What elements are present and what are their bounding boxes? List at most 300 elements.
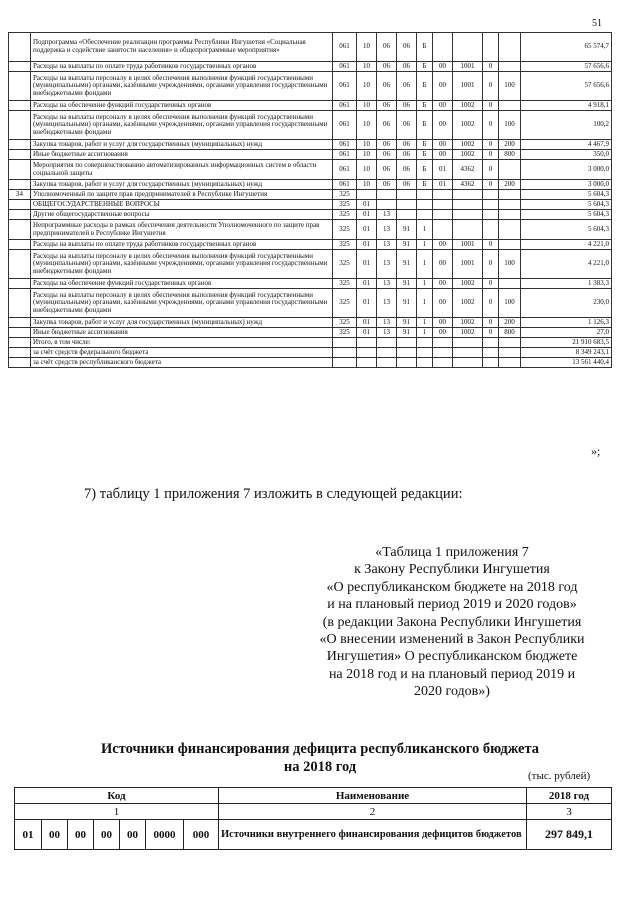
code-cell: 06	[377, 140, 397, 150]
code-cell: 01	[433, 180, 453, 190]
table-row	[9, 240, 612, 250]
code-cell: Б	[417, 180, 433, 190]
code-cell: 91	[397, 220, 417, 240]
code-cell: 0	[483, 160, 499, 180]
column-number: 2	[219, 804, 527, 820]
code-cell	[333, 338, 357, 348]
code-cell	[357, 358, 377, 368]
code-cell: 91	[397, 289, 417, 318]
code-cell: 06	[377, 62, 397, 72]
row-name: Иные бюджетные ассигнования	[31, 150, 333, 160]
code-cell	[357, 348, 377, 358]
code-cell: 061	[333, 160, 357, 180]
row-number	[9, 72, 31, 101]
table-row	[9, 62, 612, 72]
table-row	[9, 150, 612, 160]
table-row	[9, 111, 612, 140]
row-amount: 27,0	[521, 328, 612, 338]
caption-line: «О внесении изменений в Закон Республики	[319, 632, 585, 648]
code-cell: Б	[417, 140, 433, 150]
code-cell: 325	[333, 200, 357, 210]
code-cell: Б	[417, 160, 433, 180]
row-amount: 57 656,6	[521, 62, 612, 72]
code-cell	[499, 358, 521, 368]
header-year: 2018 год	[527, 788, 612, 804]
code-cell	[357, 338, 377, 348]
code-cell: 01	[357, 220, 377, 240]
table-row	[9, 328, 612, 338]
code-cell: 000	[184, 820, 219, 850]
code-cell: 00	[433, 150, 453, 160]
row-number	[9, 140, 31, 150]
row-number	[9, 220, 31, 240]
code-cell: Б	[417, 33, 433, 62]
code-cell: 06	[397, 33, 417, 62]
code-cell: 00	[42, 820, 68, 850]
code-cell: 1001	[453, 72, 483, 101]
code-cell	[377, 348, 397, 358]
code-cell: 06	[377, 150, 397, 160]
code-cell: 00	[433, 62, 453, 72]
row-name: Расходы на выплаты по оплате труда работников государственных органов	[31, 240, 333, 250]
row-amount: 5 604,3	[521, 220, 612, 240]
row-amount: 21 910 683,5	[521, 338, 612, 348]
code-cell	[397, 200, 417, 210]
row-amount: 5 604,3	[521, 210, 612, 220]
amendment-paragraph: 7) таблицу 1 приложения 7 изложить в следующей редакции:	[84, 486, 463, 502]
code-cell	[377, 358, 397, 368]
code-cell: 13	[377, 250, 397, 279]
row-number	[9, 250, 31, 279]
table-row	[9, 72, 612, 101]
row-name: Другие общегосударственные вопросы	[31, 210, 333, 220]
row-name: Подпрограмма «Обеспечение реализации программы Республики Ингушетия «Социальная поддержка и содействие занятости населения» и общепрограммные мероприятия»	[31, 33, 333, 62]
row-number	[9, 180, 31, 190]
code-cell: 00	[68, 820, 94, 850]
code-cell	[417, 338, 433, 348]
row-amount: 3 000,0	[521, 160, 612, 180]
table-row	[9, 279, 612, 289]
code-cell	[453, 348, 483, 358]
row-number	[9, 289, 31, 318]
table-row	[9, 200, 612, 210]
row-amount: 4 221,0	[521, 240, 612, 250]
code-cell: 0	[483, 150, 499, 160]
code-cell: 325	[333, 240, 357, 250]
code-cell: 1	[417, 318, 433, 328]
code-cell	[433, 210, 453, 220]
code-cell	[453, 33, 483, 62]
code-cell: 325	[333, 289, 357, 318]
code-cell: 200	[499, 180, 521, 190]
code-cell: 91	[397, 250, 417, 279]
code-cell	[433, 190, 453, 200]
caption-line: Ингушетия» О республиканском бюджете	[326, 649, 578, 665]
code-cell	[433, 348, 453, 358]
code-cell: 1002	[453, 101, 483, 111]
code-cell: 0	[483, 180, 499, 190]
code-cell: 06	[397, 150, 417, 160]
code-cell: 325	[333, 210, 357, 220]
code-cell: 061	[333, 111, 357, 140]
row-number	[9, 200, 31, 210]
code-cell	[483, 338, 499, 348]
row-name: Уполномоченный по защите прав предпринимателей в Республике Ингушетия	[31, 190, 333, 200]
code-cell: 325	[333, 318, 357, 328]
code-cell: 06	[397, 140, 417, 150]
code-cell: 325	[333, 220, 357, 240]
caption-line: и на плановый период 2019 и 2020 годов»	[327, 597, 577, 613]
header-name: Наименование	[219, 788, 527, 804]
units-label: (тыс. рублей)	[528, 770, 591, 782]
row-name: Расходы на обеспечение функций государственных органов	[31, 101, 333, 111]
code-cell	[499, 220, 521, 240]
row-amount: 230,0	[521, 289, 612, 318]
row-name: Закупка товаров, работ и услуг для государственных (муниципальных) нужд	[31, 140, 333, 150]
code-cell: Б	[417, 62, 433, 72]
code-cell	[397, 210, 417, 220]
code-cell: 200	[499, 140, 521, 150]
code-cell: 13	[377, 318, 397, 328]
code-cell	[499, 62, 521, 72]
code-cell: 01	[433, 160, 453, 180]
code-cell: 4362	[453, 180, 483, 190]
code-cell: 100	[499, 111, 521, 140]
row-number	[9, 318, 31, 328]
code-cell: Б	[417, 111, 433, 140]
code-cell: 1002	[453, 279, 483, 289]
code-cell: 0	[483, 328, 499, 338]
code-cell	[397, 348, 417, 358]
code-cell	[433, 33, 453, 62]
row-number	[9, 111, 31, 140]
title-line: на 2018 год	[283, 759, 357, 775]
code-cell	[433, 338, 453, 348]
code-cell: 13	[377, 210, 397, 220]
code-cell	[453, 358, 483, 368]
code-cell: 1002	[453, 289, 483, 318]
code-cell: 13	[377, 240, 397, 250]
code-cell	[499, 101, 521, 111]
code-cell	[499, 33, 521, 62]
code-cell	[483, 210, 499, 220]
code-cell	[483, 33, 499, 62]
code-cell: 1	[417, 289, 433, 318]
code-cell: 325	[333, 328, 357, 338]
table-row	[9, 33, 612, 62]
table-row	[9, 180, 612, 190]
code-cell: 061	[333, 62, 357, 72]
column-number: 1	[15, 804, 219, 820]
code-cell	[453, 338, 483, 348]
code-cell: 01	[357, 250, 377, 279]
table-row	[15, 820, 612, 850]
caption-line: «О республиканском бюджете на 2018 год	[326, 579, 578, 595]
code-cell	[453, 200, 483, 210]
row-name: за счёт средств федерального бюджета	[31, 348, 333, 358]
code-cell: 1002	[453, 328, 483, 338]
table-row	[9, 250, 612, 279]
code-cell: 1002	[453, 150, 483, 160]
caption-line: (в редакции Закона Республики Ингушетия	[322, 614, 582, 630]
row-amount: 13 561 440,4	[521, 358, 612, 368]
code-cell	[417, 210, 433, 220]
row-amount: 1 126,3	[521, 318, 612, 328]
code-cell: 0	[483, 240, 499, 250]
code-cell: 06	[377, 72, 397, 101]
code-cell: 01	[357, 200, 377, 210]
code-cell: 0	[483, 101, 499, 111]
code-cell	[417, 348, 433, 358]
code-cell	[499, 279, 521, 289]
row-name: Расходы на выплаты персоналу в целях обеспечения выполнения функций государственными (муниципальными) органами, казёнными учреждениями, органами управления государственными внебюджетными фондами	[31, 111, 333, 140]
code-cell	[397, 190, 417, 200]
source-amount: 297 849,1	[527, 820, 612, 850]
code-cell: 1	[417, 220, 433, 240]
row-number	[9, 328, 31, 338]
code-cell: Б	[417, 101, 433, 111]
code-cell: 200	[499, 318, 521, 328]
code-cell: 0	[483, 140, 499, 150]
row-name: Мероприятия по совершенствованию автоматизированных информационных систем в области социальной защиты	[31, 160, 333, 180]
row-amount: 100,2	[521, 111, 612, 140]
code-cell: 13	[377, 289, 397, 318]
column-number: 3	[527, 804, 612, 820]
row-amount: 1 383,3	[521, 279, 612, 289]
code-cell: 061	[333, 101, 357, 111]
caption-line: на 2018 год и на плановый период 2019 и	[328, 666, 576, 682]
header-code: Код	[15, 788, 219, 804]
code-cell: 061	[333, 150, 357, 160]
code-cell: 061	[333, 140, 357, 150]
code-cell: 00	[433, 72, 453, 101]
code-cell: 325	[333, 279, 357, 289]
code-cell: 10	[357, 180, 377, 190]
code-cell: 01	[357, 279, 377, 289]
row-name: Расходы на обеспечение функций государственных органов	[31, 279, 333, 289]
code-cell: 061	[333, 33, 357, 62]
code-cell	[357, 190, 377, 200]
code-cell	[333, 348, 357, 358]
row-name: Расходы на выплаты персоналу в целях обеспечения выполнения функций государственными (муниципальными) органами, казёнными учреждениями, органами управления государственными внебюджетными фондами	[31, 289, 333, 318]
source-name: Источники внутреннего финансирования дефицитов бюджетов	[219, 820, 527, 850]
caption-line: «Таблица 1 приложения 7	[375, 545, 529, 560]
code-cell: 0000	[146, 820, 184, 850]
code-cell: 00	[433, 140, 453, 150]
code-cell: 1002	[453, 140, 483, 150]
code-cell: 0	[483, 279, 499, 289]
code-cell: 91	[397, 328, 417, 338]
row-amount: 5 604,3	[521, 200, 612, 210]
code-cell: 06	[377, 111, 397, 140]
code-cell: 100	[499, 289, 521, 318]
code-cell	[483, 348, 499, 358]
code-cell: 1	[417, 279, 433, 289]
code-cell	[499, 338, 521, 348]
code-cell: 06	[397, 101, 417, 111]
code-cell	[433, 220, 453, 240]
code-cell: 01	[357, 328, 377, 338]
code-cell	[483, 358, 499, 368]
code-cell	[483, 190, 499, 200]
code-cell: 00	[120, 820, 146, 850]
table-row	[9, 160, 612, 180]
code-cell: 06	[397, 160, 417, 180]
row-number: 34	[9, 190, 31, 200]
code-cell: 10	[357, 111, 377, 140]
row-amount: 4 221,0	[521, 250, 612, 279]
row-name: Закупка товаров, работ и услуг для государственных (муниципальных) нужд	[31, 180, 333, 190]
code-cell: 91	[397, 279, 417, 289]
code-cell: 1	[417, 328, 433, 338]
caption-line: к Закону Республики Ингушетия	[354, 562, 550, 578]
code-cell: 01	[357, 289, 377, 318]
code-cell: 0	[483, 72, 499, 101]
code-cell	[453, 210, 483, 220]
row-amount: 8 349 243,1	[521, 348, 612, 358]
code-cell: 06	[377, 101, 397, 111]
code-cell: 91	[397, 318, 417, 328]
code-cell: 13	[377, 279, 397, 289]
code-cell: 00	[433, 318, 453, 328]
code-cell	[499, 160, 521, 180]
row-number	[9, 240, 31, 250]
code-cell: 10	[357, 140, 377, 150]
table-row	[9, 220, 612, 240]
row-amount: 4 918,1	[521, 101, 612, 111]
table-row	[9, 289, 612, 318]
row-number	[9, 348, 31, 358]
code-cell	[433, 200, 453, 210]
code-cell	[397, 358, 417, 368]
row-amount: 4 467,9	[521, 140, 612, 150]
code-cell: 0	[483, 111, 499, 140]
code-cell	[417, 200, 433, 210]
code-cell: 4362	[453, 160, 483, 180]
code-cell: Б	[417, 150, 433, 160]
code-cell	[499, 348, 521, 358]
code-cell	[499, 210, 521, 220]
row-number	[9, 160, 31, 180]
code-cell	[453, 220, 483, 240]
code-cell: 0	[483, 250, 499, 279]
row-name: за счёт средств республиканского бюджета	[31, 358, 333, 368]
page-number: 51	[592, 18, 602, 29]
code-cell: 800	[499, 328, 521, 338]
row-name: Расходы на выплаты персоналу в целях обеспечения выполнения функций государственными (муниципальными) органами, казёнными учреждениями, органами управления государственными внебюджетными фондами	[31, 250, 333, 279]
code-cell	[453, 190, 483, 200]
row-name: Непрограммные расходы в рамках обеспечения деятельности Уполномоченного по защите прав предпринимателей в Республике Ингушетия	[31, 220, 333, 240]
code-cell: 00	[433, 111, 453, 140]
code-cell: 1001	[453, 240, 483, 250]
row-amount: 65 574,7	[521, 33, 612, 62]
row-number	[9, 210, 31, 220]
code-cell: 10	[357, 160, 377, 180]
code-cell: 0	[483, 289, 499, 318]
code-cell: 01	[15, 820, 42, 850]
code-cell	[499, 240, 521, 250]
code-cell: 1002	[453, 318, 483, 328]
row-number	[9, 150, 31, 160]
code-cell: 01	[357, 318, 377, 328]
row-number	[9, 338, 31, 348]
caption-line: 2020 годов»)	[414, 684, 490, 700]
code-cell: 10	[357, 101, 377, 111]
row-amount: 3 000,0	[521, 180, 612, 190]
row-amount: 5 604,3	[521, 190, 612, 200]
code-cell: 13	[377, 328, 397, 338]
code-cell: 06	[397, 111, 417, 140]
code-cell: 10	[357, 150, 377, 160]
row-amount: 350,0	[521, 150, 612, 160]
sources-table	[14, 787, 612, 850]
code-cell	[417, 358, 433, 368]
code-cell: 800	[499, 150, 521, 160]
code-cell: 00	[433, 101, 453, 111]
code-cell: 06	[397, 180, 417, 190]
table-row	[9, 348, 612, 358]
code-cell: 00	[433, 289, 453, 318]
row-amount: 57 656,6	[521, 72, 612, 101]
code-cell: 00	[94, 820, 120, 850]
row-name: Итого, в том числе:	[31, 338, 333, 348]
code-cell	[377, 200, 397, 210]
table-row	[9, 140, 612, 150]
table-caption	[292, 544, 612, 701]
code-cell	[483, 220, 499, 240]
code-cell	[433, 358, 453, 368]
row-number	[9, 279, 31, 289]
code-cell: 1001	[453, 250, 483, 279]
code-cell: 061	[333, 180, 357, 190]
code-cell: 1002	[453, 111, 483, 140]
row-number	[9, 62, 31, 72]
code-cell: 06	[397, 62, 417, 72]
code-cell: 10	[357, 62, 377, 72]
code-cell: 01	[357, 210, 377, 220]
row-name: Расходы на выплаты по оплате труда работников государственных органов	[31, 62, 333, 72]
row-name: Расходы на выплаты персоналу в целях обеспечения выполнения функций государственными (муниципальными) органами, казёнными учреждениями, органами управления государственными внебюджетными фондами	[31, 72, 333, 101]
code-cell	[499, 200, 521, 210]
code-cell: 00	[433, 250, 453, 279]
table-row	[9, 190, 612, 200]
row-name: ОБЩЕГОСУДАРСТВЕННЫЕ ВОПРОСЫ	[31, 200, 333, 210]
code-cell	[397, 338, 417, 348]
code-cell	[499, 190, 521, 200]
code-cell: 91	[397, 240, 417, 250]
table-row	[9, 318, 612, 328]
code-cell: 13	[377, 220, 397, 240]
table-row	[9, 210, 612, 220]
row-number	[9, 358, 31, 368]
code-cell	[333, 358, 357, 368]
code-cell: 06	[377, 33, 397, 62]
closing-mark: »;	[591, 444, 601, 458]
code-cell: 10	[357, 72, 377, 101]
code-cell	[377, 338, 397, 348]
code-cell: 100	[499, 250, 521, 279]
code-cell: 061	[333, 72, 357, 101]
code-cell: 1	[417, 250, 433, 279]
code-cell: 325	[333, 250, 357, 279]
table-row	[9, 358, 612, 368]
code-cell: 06	[397, 72, 417, 101]
code-cell: 1001	[453, 62, 483, 72]
code-cell: 06	[377, 160, 397, 180]
row-number	[9, 33, 31, 62]
code-cell: 00	[433, 240, 453, 250]
code-cell: 0	[483, 318, 499, 328]
